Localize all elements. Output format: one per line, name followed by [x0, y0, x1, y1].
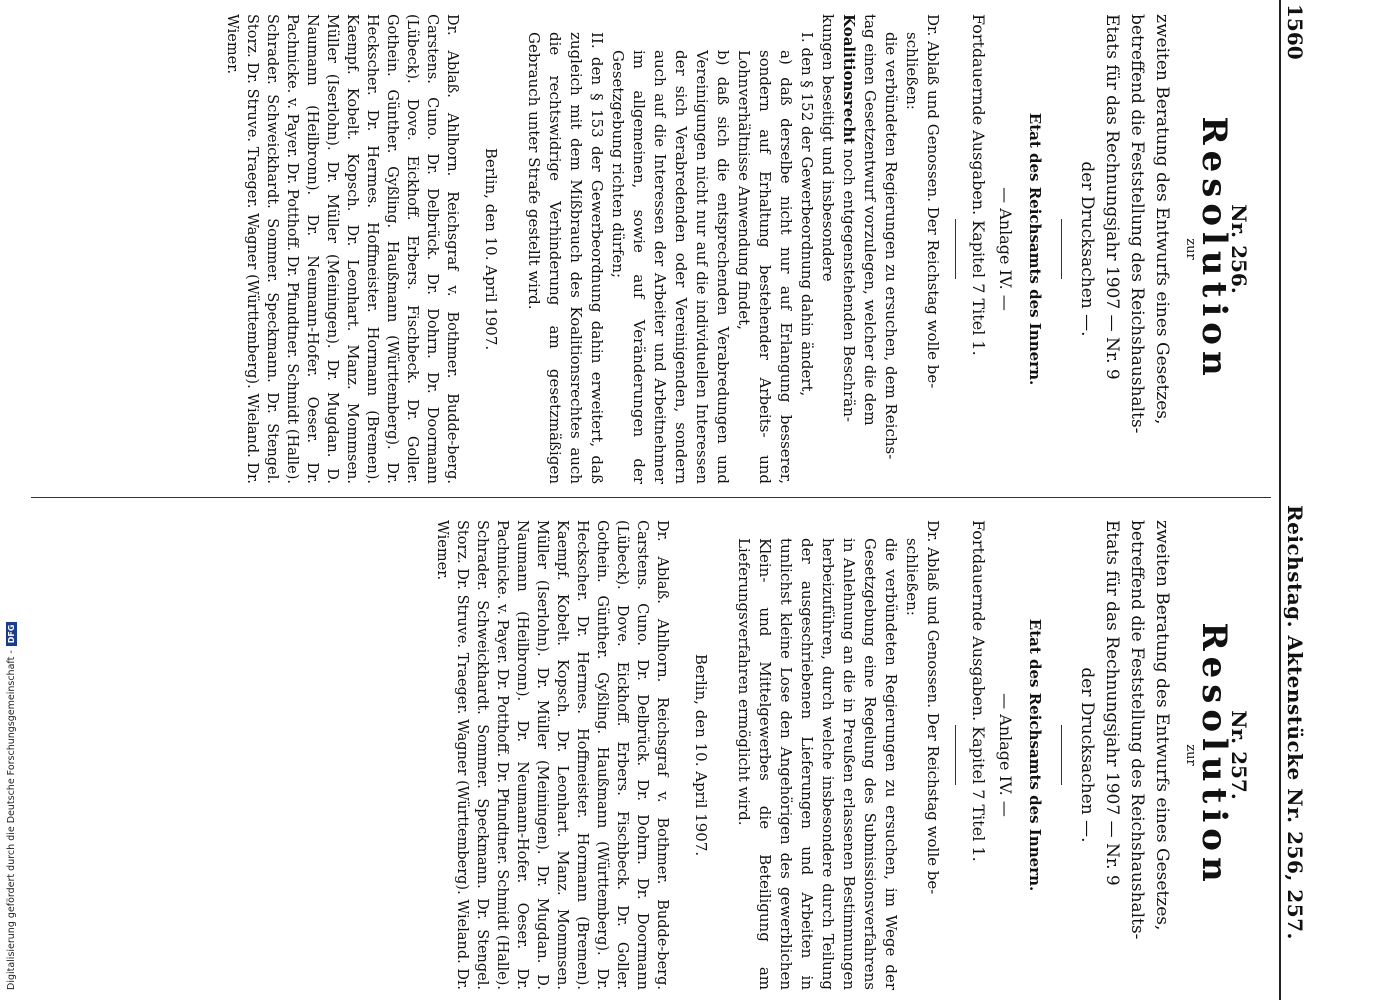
kapitel-line: Fortdauernde Ausgaben. Kapitel 7 Titel 1.	[969, 520, 988, 862]
motion-line: Dr. Ablaß und Genossen. Der Reichstag wolle be-	[924, 520, 942, 895]
signatories: Dr. Ablaß. Ahlhorn. Reichsgraf v. Bothmer. Budde-berg. Carstens. Cuno. Dr. Delbrück. Dr. Dohrn. Dr. Doormann (Lübeck). Dove. Eickhoff. Erbers. Fischbeck. Dr. Goller. Gothein. Günther. Gyßling. Haußmann (Württemberg). Dr. Heckscher. Dr. Hermes. Hoffmeister. Hormann (Bremen). Kaempf. Kobelt. Kopsch. Dr. Leonhart. Manz. Mommsen. Müller (Iserlohn). Dr. Müller (Meiningen). Dr. Mugdan. D. Naumann (Heilbronn). Dr. Neumann-Hofer. Oeser. Dr. Pachnicke. v. Payer. Dr. Potthoff. Dr. Pfundtner. Schmidt (Halle). Schrader. Schweickhardt. Sommer. Speckmann. Dr. Stengel. Storz. Dr. Struve. Traeger. Wagner (Württemberg). Wieland. Dr. Wiemer.	[224, 14, 460, 484]
intro-line: der Drucksachen —.	[1077, 667, 1097, 843]
resolution-number: Nr. 256.	[1227, 204, 1251, 294]
item-1b: b) daß sich die entsprechenden Verabredungen und Vereinigungen nicht nur auf die individuellen Interessen der sich Verabredenden oder Vereinigenden, sondern auch auf die Interessen der Arbeiter und Arbeitnehmer im allgemeinen, sowie auf Veränderungen der Gesetzgebung richten dürfen;	[609, 50, 732, 484]
motion-line: schließen:	[903, 32, 921, 110]
motion-line: noch entgegenstehenden Beschrän-	[840, 149, 858, 422]
intro-line: Etats für das Rechnungsjahr 1907 — Nr. 9	[1102, 520, 1122, 886]
intro-text	[1074, 520, 1174, 990]
separator	[1061, 219, 1062, 279]
zur-label: zur	[1183, 744, 1198, 766]
dfg-logo: DFG	[6, 622, 17, 647]
separator	[955, 725, 956, 785]
anlage-label: — Anlage IV. —	[996, 187, 1015, 311]
etat-heading: Etat des Reichsamts des Innern.	[1026, 618, 1044, 892]
resolution-257-column	[432, 520, 1263, 990]
kapitel-line: Fortdauernde Ausgaben. Kapitel 7 Titel 1.	[969, 14, 988, 356]
signatories: Dr. Ablaß. Ahlhorn. Reichsgraf v. Bothmer. Budde-berg. Carstens. Cuno. Dr. Delbrück. Dr. Dohrn. Dr. Doormann (Lübeck). Dove. Eickhoff. Erbers. Fischbeck. Dr. Goller. Gothein. Günther. Gyßling. Haußmann (Württemberg). Dr. Heckscher. Dr. Hermes. Hoffmeister. Hormann (Bremen). Kaempf. Kobelt. Kopsch. Dr. Leonhart. Manz. Mommsen. Müller (Iserlohn). Dr. Müller (Meiningen). Dr. Mugdan. D. Naumann (Heilbronn). Dr. Neumann-Hofer. Oeser. Dr. Pachnicke. v. Payer. Dr. Potthoff. Dr. Pfundtner. Schmidt (Halle). Schrader. Schweickhardt. Sommer. Speckmann. Dr. Stengel. Storz. Dr. Struve. Traeger. Wagner (Württemberg). Wieland. Dr. Wiemer.	[434, 520, 670, 990]
resolution-heading: Resolution	[1194, 622, 1234, 888]
intro-line: der Drucksachen —.	[1077, 161, 1097, 337]
intro-line: betreffend die Feststellung des Reichshaushalts-	[1127, 520, 1147, 940]
page-number: 1560	[1283, 4, 1307, 60]
separator	[955, 219, 956, 279]
motion-body: die verbündeten Regierungen zu ersuchen, im Wege der Gesetzgebung eine Regelung des Submissionsverfahrens in Anlehnung an die in Preußen erlassenen Bestimmungen herbeizuführen, durch welche insbesondere durch Teilung der ausgeschriebenen Lieferungen und Arbeiten in tunlichst kleine Lose den Angehörigen des gewerblichen Klein- und Mittelgewerbes die Beteiligung am Lieferungsverfahren ermöglicht wird.	[735, 538, 900, 990]
resolution-number: Nr. 257.	[1227, 710, 1251, 800]
item-1: I. den § 152 der Gewerbeordnung dahin ändert,	[798, 32, 816, 397]
intro-line: betreffend die Feststellung des Reichshaushalts-	[1127, 14, 1147, 434]
resolution-heading: Resolution	[1194, 116, 1234, 382]
motion-text	[901, 520, 943, 990]
etat-heading: Etat des Reichsamts des Innern.	[1026, 112, 1044, 386]
intro-line: zweiten Beratung des Entwurfs eines Gesetzes,	[1152, 520, 1172, 931]
koalitionsrecht-term: Koalitionsrecht	[840, 14, 858, 145]
item-2: II. den § 153 der Gewerbeordnung dahin erweitert, daß zugleich mit dem Mißbrauch des Koalitionsrechtes auch die rechtswidrige Verhinderung am gesetzmäßigen Gebrauch unter Strafe gestellt wird.	[525, 32, 606, 484]
zur-label: zur	[1183, 238, 1198, 260]
motion-line: kungen beseitigt und insbesondere	[819, 14, 837, 282]
intro-line: zweiten Beratung des Entwurfs eines Gesetzes,	[1152, 14, 1172, 425]
header-rule	[1279, 0, 1281, 1000]
credit-text: Digitalisierung gefördert durch die Deutsche Forschungsgemeinschaft -	[6, 650, 17, 990]
running-title: Reichstag. Aktenstücke Nr. 256, 257.	[1283, 505, 1307, 940]
motion-line: schließen:	[903, 538, 921, 616]
motion-text	[817, 14, 943, 484]
column-divider	[31, 497, 1271, 498]
anlage-label: — Anlage IV. —	[996, 693, 1015, 817]
resolution-256-column	[222, 14, 1263, 484]
motion-line: Dr. Ablaß und Genossen. Der Reichstag wolle be-	[924, 14, 942, 389]
intro-text	[1074, 14, 1174, 484]
motion-line: die verbündeten Regierungen zu ersuchen, dem Reichs-	[882, 32, 900, 460]
date-line: Berlin, den 10. April 1907.	[692, 653, 710, 857]
intro-line: Etats für das Rechnungsjahr 1907 — Nr. 9	[1102, 14, 1122, 380]
date-line: Berlin, den 10. April 1907.	[482, 147, 500, 351]
item-1a: a) daß derselbe nicht nur auf Erlangung besserer, sondern auf Erhaltung bestehender Arbeits- und Lohnverhältnisse Anwendung findet,	[735, 50, 795, 484]
motion-line: tag einen Gesetzentwurf vorzulegen, welcher die dem	[861, 14, 879, 426]
separator	[1061, 725, 1062, 785]
digitization-credit	[6, 622, 17, 990]
